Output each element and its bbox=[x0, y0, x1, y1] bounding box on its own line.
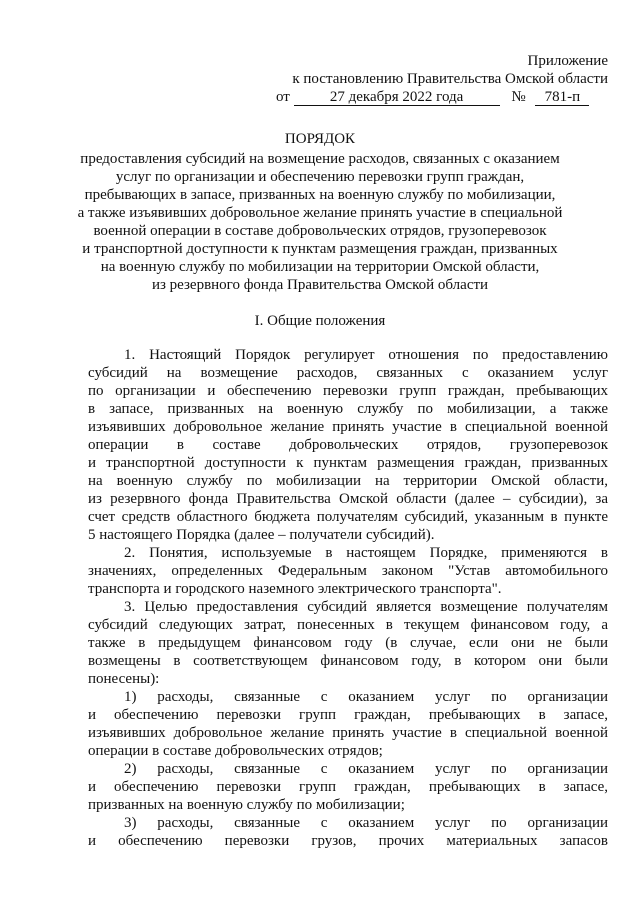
title-line: предоставления субсидий на возмещение расходов, связанных с оказанием bbox=[80, 151, 560, 167]
list-item-line: 3) расходы, связанные с оказанием услуг по организации bbox=[124, 815, 608, 831]
title-line: военной операции в составе добровольческих отрядов, грузоперевозок bbox=[93, 223, 547, 239]
resolution-reference: к постановлению Правительства Омской области bbox=[292, 71, 608, 87]
title-line: и транспортной доступности к пунктам размещения граждан, призванных bbox=[82, 241, 558, 257]
body-line: возмещены в соответствующем финансовом году, в котором они были bbox=[88, 653, 608, 669]
body-line: транспорта и городского наземного электрического транспорта". bbox=[88, 581, 502, 597]
number-sign: № bbox=[511, 89, 526, 105]
body-line: субсидий на возмещение расходов, связанных с оказанием услуг bbox=[88, 365, 608, 381]
body-line: понесены): bbox=[88, 671, 160, 687]
resolution-number: 781-п bbox=[535, 90, 589, 106]
resolution-date: 27 декабря 2022 года bbox=[294, 90, 500, 106]
body-line: изъявивших добровольное желание принять участие в специальной военной bbox=[88, 419, 608, 435]
list-item-line: призванных на военную службу по мобилизации; bbox=[88, 797, 405, 813]
body-line: операции в составе добровольческих отрядов, грузоперевозок bbox=[88, 437, 608, 453]
title-line: пребывающих в запасе, призванных на военную службу по мобилизации, bbox=[84, 187, 556, 203]
body-line: счет средств областного бюджета получателям субсидий, указанным в пункте bbox=[88, 509, 608, 525]
resolution-date-line bbox=[276, 88, 589, 106]
list-item-line: операции в составе добровольческих отрядов; bbox=[88, 743, 383, 759]
list-item-line: 2) расходы, связанные с оказанием услуг по организации bbox=[124, 761, 608, 777]
body-line: 5 настоящего Порядка (далее – получатели субсидий). bbox=[88, 527, 435, 543]
document-title: ПОРЯДОК bbox=[284, 131, 356, 147]
body-line: 1. Настоящий Порядок регулирует отношения по предоставлению bbox=[124, 347, 608, 363]
title-line: услуг по организации и обеспечению перевозки групп граждан, bbox=[115, 169, 525, 185]
body-line: по организации и обеспечению перевозки групп граждан, пребывающих bbox=[88, 383, 608, 399]
body-line: значениях, определенных Федеральным законом "Устав автомобильного bbox=[88, 563, 608, 579]
appendix-label: Приложение bbox=[527, 53, 608, 69]
list-item-line: и обеспечению перевозки групп граждан, пребывающих в запасе, bbox=[88, 779, 608, 795]
body-line: на военную службу по мобилизации на территории Омской области, bbox=[88, 473, 608, 489]
title-line: на военную службу по мобилизации на территории Омской области, bbox=[100, 259, 540, 275]
title-line: а также изъявивших добровольное желание принять участие в специальной bbox=[77, 205, 563, 221]
list-item-line: и обеспечению перевозки грузов, прочих материальных запасов bbox=[88, 833, 608, 849]
body-line: из резервного фонда Правительства Омской области (далее – субсидии), за bbox=[88, 491, 608, 507]
list-item-line: и обеспечению перевозки групп граждан, пребывающих в запасе, bbox=[88, 707, 608, 723]
section-heading: I. Общие положения bbox=[254, 313, 386, 329]
list-item-line: изъявивших добровольное желание принять участие в специальной военной bbox=[88, 725, 608, 741]
body-line: 3. Целью предоставления субсидий является возмещение получателям bbox=[124, 599, 608, 615]
title-line: из резервного фонда Правительства Омской области bbox=[151, 277, 489, 293]
body-line: также в предыдущем финансовом году (в случае, если они не были bbox=[88, 635, 608, 651]
body-line: субсидий следующих затрат, понесенных в текущем финансовом году, а bbox=[88, 617, 608, 633]
body-line: 2. Понятия, используемые в настоящем Порядке, применяются в bbox=[124, 545, 608, 561]
body-line: и транспортной доступности к пунктам размещения граждан, призванных bbox=[88, 455, 608, 471]
body-line: в запасе, призванных на военную службу по мобилизации, а также bbox=[88, 401, 608, 417]
list-item-line: 1) расходы, связанные с оказанием услуг по организации bbox=[124, 689, 608, 705]
date-prefix: от bbox=[276, 89, 290, 105]
